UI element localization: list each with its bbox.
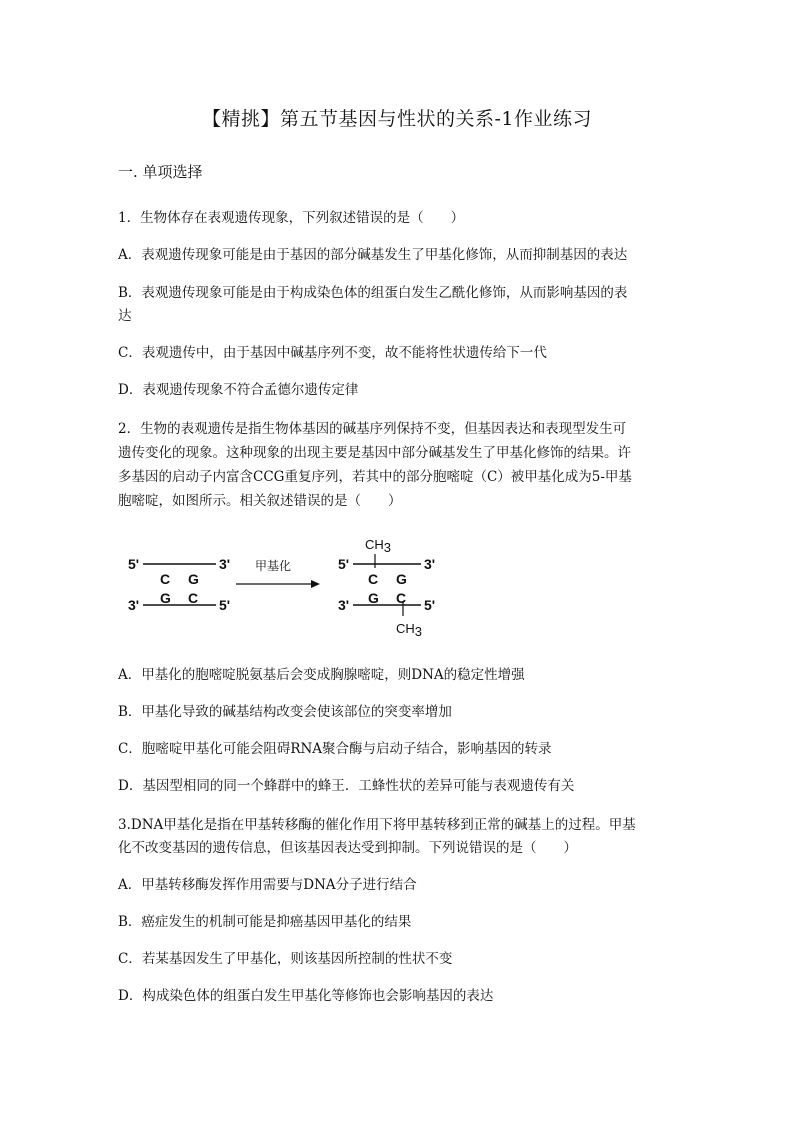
q1-stem: 1．生物体存在表观遗传现象，下列叙述错误的是（ ）: [118, 210, 465, 226]
right-top-3-label: 3': [424, 556, 436, 572]
q2-option-c: C．胞嘧啶甲基化可能会阻碍RNA聚合酶与启动子结合，影响基因的转录: [118, 741, 552, 757]
left-bot-base-2: C: [188, 590, 199, 606]
q1-option-b-cont: 达: [118, 308, 132, 324]
q2-option-a: A．甲基化的胞嘧啶脱氨基后会变成胸腺嘧啶，则DNA的稳定性增强: [118, 667, 525, 683]
right-bot-base-1: G: [368, 590, 379, 606]
q2-option-b: B．甲基化导致的碱基结构改变会使该部位的突变率增加: [118, 704, 452, 720]
left-bot-3-label: 3': [128, 597, 140, 613]
arrow-head-icon: [311, 580, 320, 588]
left-top-base-2: G: [188, 571, 199, 587]
right-top-5-label: 5': [338, 556, 350, 572]
left-top-base-1: C: [160, 571, 171, 587]
left-bot-5-label: 5': [219, 597, 231, 613]
left-top-5-label: 5': [128, 556, 140, 572]
right-top-base-1: C: [368, 571, 379, 587]
right-bot-base-2: C: [396, 590, 407, 606]
arrow-label: 甲基化: [255, 559, 292, 573]
q2-option-d: D．基因型相同的同一个蜂群中的蜂王．工蜂性状的差异可能与表观遗传有关: [118, 778, 575, 794]
methylation-diagram: [118, 528, 448, 644]
q3-option-b: B．癌症发生的机制可能是抑癌基因甲基化的结果: [118, 914, 412, 930]
q2-stem-line-4: 胞嘧啶，如图所示。相关叙述错误的是（ ）: [118, 493, 402, 509]
q1-option-c: C．表观遗传中，由于基因中碱基序列不变，故不能将性状遗传给下一代: [118, 345, 547, 361]
methyl-bottom-label: CH3: [396, 621, 423, 639]
right-bot-5-label: 5': [424, 597, 436, 613]
right-bot-3-label: 3': [338, 597, 350, 613]
methyl-top-label: CH3: [365, 537, 392, 555]
q2-stem-line-2: 遗传变化的现象。这种现象的出现主要是基因中部分碱基发生了甲基化修饰的结果。许: [118, 445, 631, 461]
q3-stem-line-1: 3.DNA甲基化是指在甲基转移酶的催化作用下将甲基转移到正常的碱基上的过程。甲基: [118, 817, 636, 833]
section-heading: 一. 单项选择: [118, 163, 203, 181]
q3-option-a: A．甲基转移酶发挥作用需要与DNA分子进行结合: [118, 877, 417, 893]
q1-option-a: A．表观遗传现象可能是由于基因的部分碱基发生了甲基化修饰，从而抑制基因的表达: [118, 247, 628, 263]
q1-option-b: B．表观遗传现象可能是由于构成染色体的组蛋白发生乙酰化修饰，从而影响基因的表: [118, 285, 628, 301]
left-top-3-label: 3': [219, 556, 231, 572]
q3-stem-line-2: 化不改变基因的遗传信息，但该基因表达受到抑制。下列说错误的是（ ）: [118, 840, 577, 856]
right-top-base-2: G: [396, 571, 407, 587]
left-bot-base-1: G: [160, 590, 171, 606]
page-title: 【精挑】第五节基因与性状的关系-1作业练习: [201, 108, 592, 130]
q3-option-d: D．构成染色体的组蛋白发生甲基化等修饰也会影响基因的表达: [118, 988, 494, 1004]
q2-stem-line-1: 2．生物的表观遗传是指生物体基因的碱基序列保持不变，但基因表达和表现型发生可: [118, 421, 627, 437]
q1-option-d: D．表观遗传现象不符合孟德尔遗传定律: [118, 382, 359, 398]
q2-stem-line-3: 多基因的启动子内富含CCG重复序列，若其中的部分胞嘧啶（C）被甲基化成为5-甲基: [118, 469, 632, 485]
q3-option-c: C．若某基因发生了甲基化，则该基因所控制的性状不变: [118, 951, 453, 967]
